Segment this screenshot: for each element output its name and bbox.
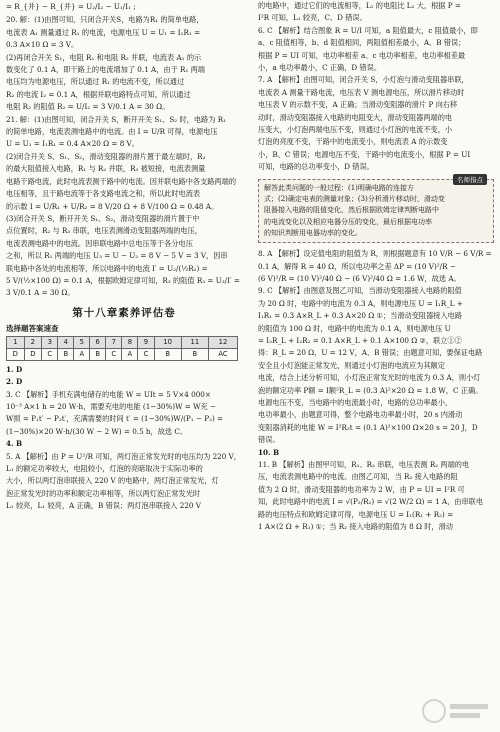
question-number: 7 xyxy=(106,336,122,348)
q6-solution xyxy=(258,25,494,75)
question-number: 2 xyxy=(24,336,42,348)
q21-line: 联电路中各处的电流相等，所以电路中的电流 I′ = U₂/(½R₂) = xyxy=(6,263,208,273)
q21-line: 5 V/(½×100 Ω) = 0.1 A，根据欧姆定律可知，R₃ 的阻值 R₃ = U₃/I′ = xyxy=(6,275,240,285)
question-number: 4 xyxy=(58,336,74,348)
watermark-logo-icon xyxy=(420,696,492,726)
answer-cell: A xyxy=(74,348,90,360)
answer-short: 2. D xyxy=(6,377,23,387)
q7-line: 7. A 【解析】由图可知，闭合开关 S，小灯泡与滑动变阻器串联， xyxy=(258,75,469,85)
q8-line: (6 V)²/R = (10 V)²/40 Ω − (6 V)²/40 Ω = 1.6 W，故选 A。 xyxy=(258,273,461,283)
q6-line: 小，a 电功率最小，C 正确，D 错误。 xyxy=(258,63,382,73)
q9-line: = I₂R_L + I₂R₂ = 0.1 A×R_L + 0.1 A×100 Ω ②，联立①② xyxy=(258,336,462,346)
question-number: 6 xyxy=(90,336,106,348)
q3-line: W损 = P₁t′ − P₂t′，充满需要的时间 t′ = (1−30%)W/(P₁ − P₂) = xyxy=(6,414,224,424)
q5-line: 大小，所以两灯泡串联接入 220 V 的电路中，两灯泡正常发光，灯 xyxy=(6,476,219,486)
q21-solution xyxy=(6,114,242,300)
answer-cell: D xyxy=(7,348,25,360)
q11-solution xyxy=(258,459,494,533)
q9-line: 的阻值为 100 Ω 时，电路中的电流为 0.1 A，则电源电压 U xyxy=(258,323,451,333)
answer-cell: C xyxy=(42,348,58,360)
q7-line: 小，B、C 错误；电源电压不变，干路中的电流变小，根据 P = UI xyxy=(258,149,471,159)
q9-line: 为 20 Ω 时，电路中的电流为 0.3 A，则电源电压 U = I₁R_L + xyxy=(258,298,463,308)
answer-table-answer-row xyxy=(7,348,238,360)
q9-line: 电流，结合上述分析可知，小灯泡正常发光时的电流为 0.3 A，则小灯 xyxy=(258,373,481,383)
q6-line: 根据 P = UI 可知，电功率相差 a、c 电功率相差，电功率相差最 xyxy=(258,50,466,60)
q9-line: 电源电压不变，当电路中的电流最小时，电路的总功率最小， xyxy=(258,398,453,408)
q3-solution xyxy=(6,389,242,439)
q9-line: 9. C 【解析】由图意及图乙可知，当滑动变阻器接入电路的阻值 xyxy=(258,286,462,296)
question-number: 1 xyxy=(7,336,25,348)
q21-line: 之和，所以 R₁ 两端的电压 U₃ = U − U₂ = 8 V − 5 V = 3 V，因串 xyxy=(6,251,228,261)
q9-line: I₁R₁ = 0.3 A×R_L + 0.3 A×20 Ω ①；当滑动变阻器接入电路 xyxy=(258,311,463,321)
q7-line: 动时，滑动变阻器接入电路的电阻变大，滑动变阻器两端的电 xyxy=(258,112,453,122)
answer-cell: A xyxy=(122,348,138,360)
q7-line: 电流表 A 测量干路电流，电压表 V 测电源电压，所以滑片移动时 xyxy=(258,87,465,97)
q21-line: 21. 解：(1)由图可知，闭合开关 S，断开开关 S₁、S₂ 时，电路为 R₁ xyxy=(6,114,226,124)
q5-solution xyxy=(6,451,242,513)
q8-solution xyxy=(258,248,494,285)
tip-line: 的电流变化以及相应电器分压的变化，最后根据电功率 xyxy=(264,217,432,226)
q20-line: 数变化了 0.1 A，即干路上的电流增加了 0.1 A，由于 R₁ 两端 xyxy=(6,65,205,75)
tip-line: 阻器接入电路的阻值变化，然后根据欧姆定律判断电路中 xyxy=(264,206,439,215)
q5-line: 5. A 【解析】由 P = U²/R 可知，两灯泡正常发光时的电压均为 220 V， xyxy=(6,451,241,461)
q21-line: 电流表测电路中的电流。因串联电路中总电压等于各分电压 xyxy=(6,238,193,248)
q20-line: R₂ 的电流 I₂ = 0.1 A，根据并联电路特点可知，所以通过 xyxy=(6,89,191,99)
tip-line: 解答此类问题的一般过程：(1)明确电路的连接方 xyxy=(264,183,414,192)
q6-line: a、c 阻值相等，b、d 阻值相同，两阻值相差最小，A、B 错误； xyxy=(258,38,466,48)
teacher-tip-badge: 名师指点 xyxy=(453,174,487,185)
q7-solution xyxy=(258,74,494,173)
q21-line: 的最大阻值接入电路，R₁ 与 R₂ 并联，R₃ 被短接，电流表测量 xyxy=(6,164,206,174)
q21-line: 的示数 I = U/R₁ + U/R₂ = 8 V/20 Ω + 8 V/100 Ω = 0.48 A。 xyxy=(6,201,219,211)
answer-short: 4. B xyxy=(6,439,23,449)
q21-line: (3)闭合开关 S，断开开关 S₁、S₂，滑动变阻器的滑片置于中 xyxy=(6,213,200,223)
q20-solution xyxy=(6,14,242,113)
q21-line: 3 V/0.1 A = 30 Ω。 xyxy=(6,288,75,298)
q20-line: 电阻 R₂ 的阻值 R₂ = U/I₂ = 3 V/0.1 A = 30 Ω。 xyxy=(6,102,170,112)
answer-cell: B xyxy=(154,348,181,360)
q9-solution xyxy=(258,285,494,446)
q5-continued-line: 的电路中，通过它们的电流相等，L₁ 的电阻比 L₂ 大，根据 P = xyxy=(258,1,461,10)
answer-cell: B xyxy=(181,348,208,360)
answer-short: 10. B xyxy=(258,447,280,457)
question-number: 10 xyxy=(154,336,181,348)
q9-line: 电功率最小，由题意可得，整个电路电功率最小时，20 s 内滑动 xyxy=(258,410,463,420)
question-number: 9 xyxy=(138,336,154,348)
answer-cell: C xyxy=(138,348,154,360)
left-column xyxy=(6,0,242,513)
q5-line: 泡正常发光时的功率和额定功率相等，所以两灯泡正常发光时 xyxy=(6,488,201,498)
answer-short: 1. D xyxy=(6,364,23,374)
question-number: 11 xyxy=(181,336,208,348)
q3-line: 10⁻³ A×1 h = 20 W·h，需要充电的电能 (1−30%)W = W充 − xyxy=(6,401,216,411)
top-formula: = R_{并} − R_{并} = U₂/I₂ − U₁/I₁ ; xyxy=(6,2,136,11)
q21-line: 电路干路电流，此时电流表测干路中的电流。因并联电路中各支路两端的 xyxy=(6,176,237,186)
q9-line: 变阻器消耗的电能 W = I²R₂t = (0.1 A)²×100 Ω×20 s = 20 J，D xyxy=(258,422,478,432)
q21-line: 点位置时，R₂ 与 R₃ 串联，电压表测滑动变阻器两端的电压， xyxy=(6,226,202,236)
answer-cell: B xyxy=(90,348,106,360)
question-number: 12 xyxy=(208,336,237,348)
question-number: 8 xyxy=(122,336,138,348)
q11-line: 11. B 【解析】由图甲可知，R₁、R₂ 串联，电压表测 R₂ 两端的电 xyxy=(258,460,470,470)
q7-line: 可知，电路的总功率变小，D 错误。 xyxy=(258,162,374,172)
q11-line: 知，此时电路中的电流 I = √(P₂/R₂) = √(2 W/2 Ω) = 1 A，由串联电 xyxy=(258,497,484,507)
q5-continued-line: I²R 可知，L₁ 较亮，C、D 错误。 xyxy=(258,13,367,23)
q7-line: 电压表 V 的示数不变，A 正确；当滑动变阻器的滑片 P 向右移 xyxy=(258,100,458,110)
q21-line: (2)闭合开关 S、S₁、S₂，滑动变阻器的滑片置于最左端时，R₂ xyxy=(6,151,206,161)
answer-cell: B xyxy=(58,348,74,360)
q21-line: U = U₁ = I₁R₁ = 0.4 A×20 Ω = 8 V。 xyxy=(6,139,139,149)
q20-line: 0.3 A×10 Ω = 3 V。 xyxy=(6,40,79,50)
answer-cell: C xyxy=(106,348,122,360)
answer-cell: AC xyxy=(208,348,237,360)
q6-line: 6. C 【解析】结合图象 R = U/I 可知，a 阻值最大，c 阻值最小，即 xyxy=(258,25,478,35)
q11-line: 1 A×(2 Ω + R₁) ①；当 R₂ 接入电路的阻值为 8 Ω 时，滑动 xyxy=(258,522,453,532)
q20-line: (2)再闭合开关 S₁，电阻 R₁ 和电阻 R₂ 并联，电流表 A₁ 的示 xyxy=(6,52,202,62)
chapter-title: 第十八章素养评估卷 xyxy=(72,306,176,319)
q9-line: 得：R_L = 20 Ω，U = 12 V，A、B 错误；由题意可知，要保证电路 xyxy=(258,348,483,358)
right-column xyxy=(258,0,494,534)
q5-line: L₁ 较亮，L₁ 较亮，A 正确，B 错误；两灯泡串联接入 220 V xyxy=(6,501,201,511)
q3-line: 3. C 【解析】手机充满电储存的电能 W = UIt = 5 V×4 000× xyxy=(6,389,211,399)
q21-line: 的简单电路，电流表测电路中的电流。由 I = U/R 可得，电源电压 xyxy=(6,127,218,137)
tip-line: 式；(2)确定电表的测量对象；(3)分析滑片移动时，滑动变 xyxy=(264,194,445,203)
q8-line: 8. A 【解析】设定值电阻的阻值为 R，则根据题意有 10 V/R − 6 V/R = xyxy=(258,249,492,259)
question-number: 5 xyxy=(74,336,90,348)
q20-line: 电流表 A₁ 测量通过 R₁ 的电流，电源电压 U = U₁ = I₁R₁ = xyxy=(6,27,201,37)
question-number: 3 xyxy=(42,336,58,348)
q11-line: 值为 2 Ω 时，滑动变阻器的电功率为 2 W，由 P = UI = I²R 可 xyxy=(258,484,465,494)
answer-table-header-row xyxy=(7,336,238,348)
q11-line: 压，电流表测电路中的电流。由图乙可知，当 R₂ 接入电路的阻 xyxy=(258,472,458,482)
q9-line: 泡的额定功率 P额 = I额²R_L = (0.3 A)²×20 Ω = 1.8 W，C 正确。 xyxy=(258,385,483,395)
teacher-tip-box xyxy=(258,175,494,243)
tip-line: 的知识判断用电器功率的变化。 xyxy=(264,228,362,237)
q7-line: 压变大，小灯泡两端电压不变，则通过小灯泡的电流不变，小 xyxy=(258,125,453,135)
q20-line: 电压均为电源电压，所以通过 R₁ 的电流不变，所以通过 xyxy=(6,77,185,87)
q11-line: 路的电压特点和欧姆定律可得，电源电压 U = I₁(R₁ + R₂) = xyxy=(258,509,454,519)
q9-line: 安全且小灯泡能正常发光，则通过小灯泡的电流应为其额定 xyxy=(258,360,445,370)
q7-line: 灯泡的亮度不变，干路中的电流变小，则电流表 A 的示数变 xyxy=(258,137,448,147)
answer-table xyxy=(6,336,238,361)
q8-line: 0.1 A，解得 R = 40 Ω，所以电功率之差 ΔP = (10 V)²/R − xyxy=(258,261,456,271)
q5-line: L₁ 的额定功率较大，电阻较小，灯泡的亮暗取决于实际功率的 xyxy=(6,464,203,473)
answer-table-label: 选择题答案速查 xyxy=(6,323,59,333)
q3-line: (1−30%)×20 W·h/(30 W − 2 W) = 0.5 h，故选 C。 xyxy=(6,426,188,436)
answer-cell: D xyxy=(24,348,42,360)
q20-line: 20. 解：(1)由图可知，只闭合开关S，电路为R₁ 的简单电路， xyxy=(6,15,204,25)
q9-line: 错误。 xyxy=(258,435,280,445)
q21-line: 电压相等，且干路电流等于各支路电流之和，所以此时电流表 xyxy=(6,189,201,199)
